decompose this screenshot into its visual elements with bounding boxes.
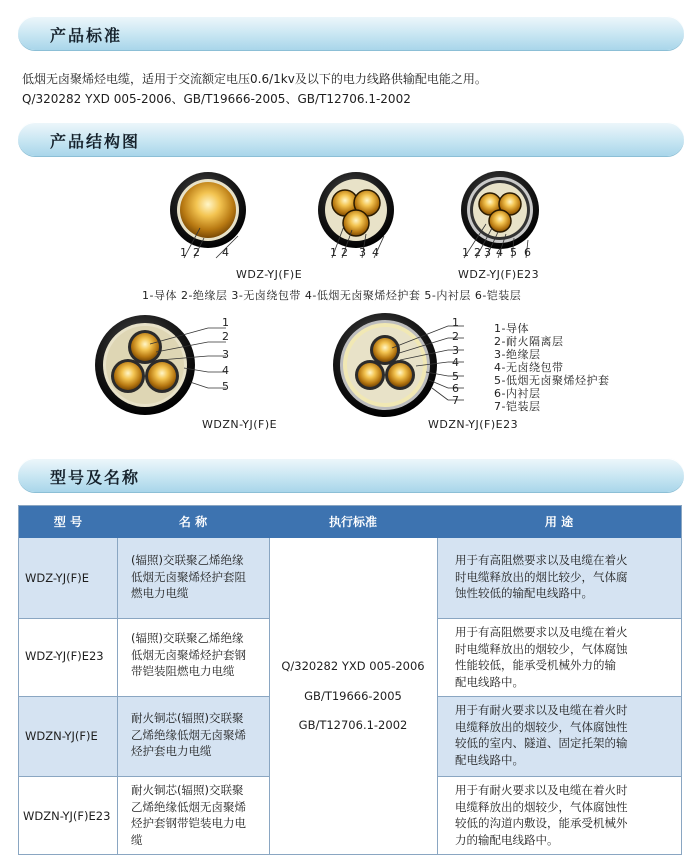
callout-1: 1 (222, 316, 229, 329)
diagram-model-1: WDZ-YJ(F)E (236, 268, 303, 281)
callout-1: 1 (330, 246, 337, 259)
legend-item: 1-导体 (494, 322, 529, 335)
legend-item: 4-无卤绕包带 (494, 361, 564, 374)
cell-use: 用于有耐火要求以及电缆在着火时 电缆释放出的烟较少，气体腐蚀性 较低的沟道内敷设，能承受机械外 力的输配电线路中。 (455, 783, 628, 847)
section-title-models: 型号及名称 (50, 468, 141, 487)
callout-3: 3 (452, 344, 459, 357)
callout-4: 4 (222, 364, 229, 377)
callout-2: 2 (474, 246, 481, 259)
callout-1: 1 (462, 246, 469, 259)
callout-4: 4 (496, 246, 503, 259)
callout-4: 4 (452, 356, 459, 369)
cell-name: 耐火铜芯(辐照)交联聚 乙烯绝缘低烟无卤聚烯 烃护套钢带铠装电力电 缆 (131, 783, 246, 847)
callout-1: 1 (452, 316, 459, 329)
callout-5: 5 (510, 246, 517, 259)
legend-item: 2-耐火隔离层 (494, 335, 564, 348)
callout-6: 6 (452, 382, 459, 395)
cable-diagram-wdzn-yj-fe23 (330, 310, 490, 420)
cell-model: WDZN-YJ(F)E (25, 729, 98, 743)
standard-codes: Q/320282 YXD 005-2006、GB/T19666-2005、GB/T12706.1-2002 (22, 92, 411, 106)
cable-diagram-wdz-yj-fe (160, 168, 260, 268)
models-table (18, 505, 682, 855)
cell-name: 耐火铜芯(辐照)交联聚 乙烯绝缘低烟无卤聚烯 烃护套电力电缆 (131, 711, 246, 758)
col-header-name: 名 称 (117, 506, 269, 538)
standard-description: 低烟无卤聚烯烃电缆，适用于交流额定电压0.6/1kv及以下的电力线路供输配电能之用。 (22, 72, 487, 86)
callout-4: 4 (372, 246, 379, 259)
callout-7: 7 (452, 394, 459, 407)
callout-2: 2 (193, 246, 200, 259)
cable-diagram-wdzn-yj-fe (90, 310, 270, 420)
col-header-model: 型 号 (19, 506, 117, 538)
callout-2: 2 (222, 330, 229, 343)
callout-1: 1 (180, 246, 187, 259)
legend-item: 3-绝缘层 (494, 348, 541, 361)
section-title-structure: 产品结构图 (50, 132, 141, 151)
callout-3: 3 (359, 246, 366, 259)
cell-name: (辐照)交联聚乙烯绝缘 低烟无卤聚烯烃护套钢 带铠装阻燃电力电缆 (131, 631, 246, 678)
cell-name: (辐照)交联聚乙烯绝缘 低烟无卤聚烯烃护套阻 燃电力电缆 (131, 553, 246, 600)
callout-5: 5 (222, 380, 229, 393)
section-banner-standard (18, 16, 684, 50)
cell-use: 用于有耐火要求以及电缆在着火时 电缆释放出的烟较少，气体腐蚀性 较低的室内、隧道、固定托架的输 配电线路中。 (455, 703, 628, 767)
structure-legend-top: 1-导体 2-绝缘层 3-无卤绕包带 4-低烟无卤聚烯烃护套 5-内衬层 6-铠装层 (142, 289, 522, 302)
callout-3: 3 (484, 246, 491, 259)
callout-3: 3 (222, 348, 229, 361)
cell-model: WDZ-YJ(F)E23 (25, 649, 104, 663)
callout-2: 2 (452, 330, 459, 343)
cell-standard: Q/320282 YXD 005-2006 GB/T19666-2005 GB/T12706.1-2002 (281, 659, 425, 732)
diagram-model-3: WDZ-YJ(F)E23 (458, 268, 540, 281)
section-title-standard: 产品标准 (50, 26, 123, 45)
callout-4: 4 (222, 246, 229, 259)
cell-model: WDZ-YJ(F)E (25, 571, 89, 585)
legend-item: 6-内衬层 (494, 387, 541, 400)
callout-5: 5 (452, 370, 459, 383)
col-header-standard: 执行标准 (269, 506, 437, 538)
legend-item: 7-铠装层 (494, 400, 541, 413)
cell-model: WDZN-YJ(F)E23 (23, 809, 111, 823)
section-banner-models (18, 458, 684, 492)
callout-6: 6 (524, 246, 531, 259)
legend-item: 5-低烟无卤聚烯烃护套 (494, 374, 610, 387)
callout-2: 2 (341, 246, 348, 259)
col-header-use: 用 途 (437, 506, 681, 538)
section-banner-structure (18, 122, 684, 156)
cell-use: 用于有高阻燃要求以及电缆在着火 时电缆释放出的烟比较少，气体腐 蚀性较低的输配电线路中。 (455, 553, 628, 600)
diagram-model-4: WDZN-YJ(F)E (202, 418, 278, 431)
diagram-model-5: WDZN-YJ(F)E23 (428, 418, 519, 431)
cell-use: 用于有高阻燃要求以及电缆在着火 时电缆释放出的烟较少，气体腐蚀 性能较低，能承受机械外力的输 配电线路中。 (455, 625, 628, 689)
